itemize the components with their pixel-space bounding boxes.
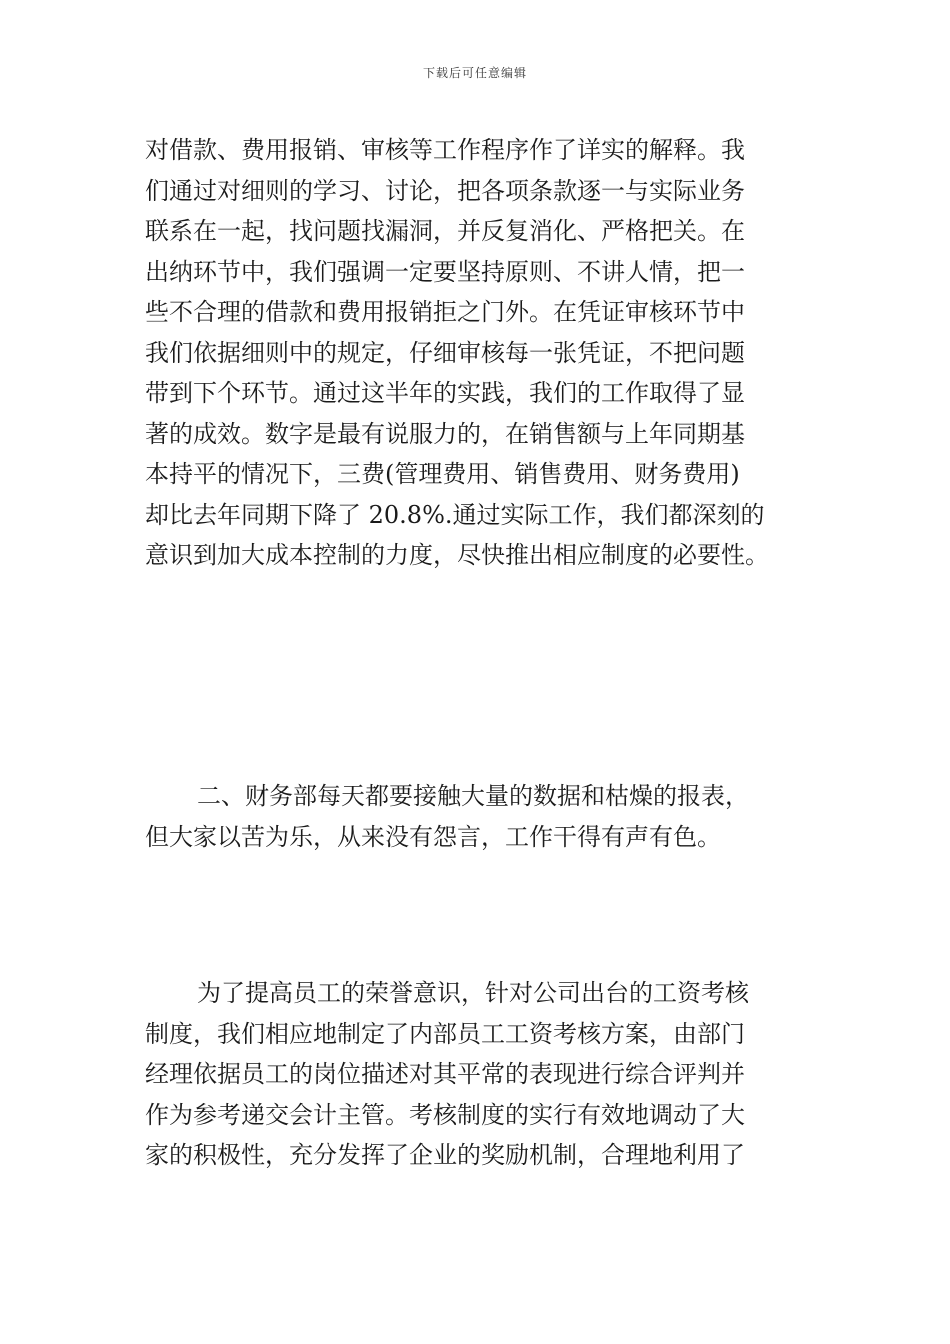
text-line: 我们依据细则中的规定，仔细审核每一张凭证，不把问题 (145, 338, 745, 367)
text-line: 二、财务部每天都要接触大量的数据和枯燥的报表， (197, 782, 749, 810)
text-line: 为了提高员工的荣誉意识，针对公司出台的工资考核 (197, 979, 749, 1007)
text-line: 对借款、费用报销、审核等工作程序作了详实的解释。我 (145, 136, 745, 164)
text-line: 经理依据员工的岗位描述对其平常的表现进行综合评判并 (145, 1060, 745, 1088)
page-header: 下载后可任意编辑 (422, 66, 527, 80)
paragraph-salary-assessment (145, 973, 810, 1176)
text-line: 联系在一起，找问题找漏洞，并反复消化、严格把关。在 (145, 217, 745, 245)
text-line: 制度，我们相应地制定了内部员工工资考核方案，由部门 (145, 1019, 745, 1048)
text-line: 些不合理的借款和费用报销拒之门外。在凭证审核环节中 (145, 298, 745, 326)
text-line: 作为参考递交会计主管。考核制度的实行有效地调动了大 (145, 1100, 745, 1129)
text-line: 们通过对细则的学习、讨论，把各项条款逐一与实际业务 (145, 176, 745, 205)
paragraph-cost-control (145, 130, 810, 576)
text-line: 带到下个环节。通过这半年的实践，我们的工作取得了显 (145, 379, 745, 407)
text-line: 著的成效。数字是最有说服力的，在销售额与上年同期基 (145, 419, 745, 448)
paragraph-section-two (145, 776, 810, 857)
text-line: 意识到加大成本控制的力度，尽快推出相应制度的必要性。 (145, 541, 769, 569)
text-line: 出纳环节中，我们强调一定要坚持原则、不讲人情，把一 (145, 257, 745, 286)
text-line: 却比去年同期下降了 20.8%.通过实际工作，我们都深刻的 (145, 500, 765, 529)
text-line: 本持平的情况下，三费(管理费用、销售费用、财务费用) (145, 460, 740, 488)
text-line: 家的积极性，充分发挥了企业的奖励机制，合理地利用了 (145, 1141, 745, 1169)
text-line: 但大家以苦为乐，从来没有怨言，工作干得有声有色。 (145, 822, 721, 851)
